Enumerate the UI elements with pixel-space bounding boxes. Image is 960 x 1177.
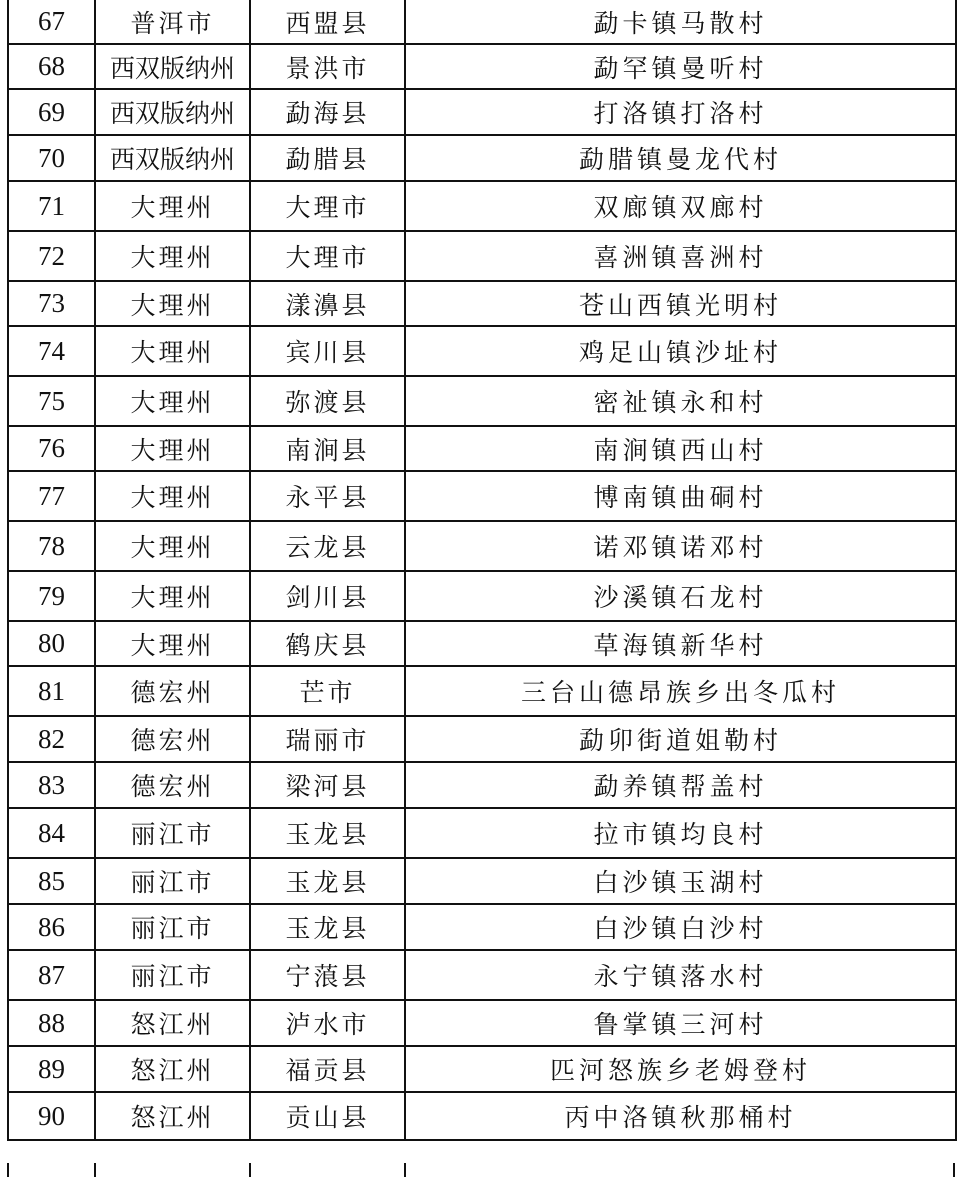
city-cell: 丽江市 [95,950,250,1000]
row-number: 82 [8,716,95,762]
city-cell: 大理州 [95,471,250,521]
row-number: 73 [8,281,95,326]
table-row [8,571,956,621]
village-cell: 白沙镇白沙村 [405,904,956,950]
city-cell: 大理州 [95,426,250,471]
village-cell: 勐罕镇曼听村 [405,44,956,89]
village-cell: 鲁掌镇三河村 [405,1000,956,1046]
row-number: 79 [8,571,95,621]
county-cell: 弥渡县 [250,376,405,426]
village-cell: 密祉镇永和村 [405,376,956,426]
table-row [8,426,956,471]
city-cell: 大理州 [95,521,250,571]
county-cell: 宾川县 [250,326,405,376]
village-cell: 鸡足山镇沙址村 [405,326,956,376]
county-cell: 玉龙县 [250,858,405,904]
county-cell: 鹤庆县 [250,621,405,666]
table-border-continuation [7,1163,16,1177]
row-number: 89 [8,1046,95,1092]
county-cell: 云龙县 [250,521,405,571]
city-cell: 怒江州 [95,1046,250,1092]
city-cell: 西双版纳州 [95,89,250,135]
village-cell: 匹河怒族乡老姆登村 [405,1046,956,1092]
village-cell: 博南镇曲硐村 [405,471,956,521]
village-cell: 勐养镇帮盖村 [405,762,956,808]
county-cell: 福贡县 [250,1046,405,1092]
city-cell: 大理州 [95,281,250,326]
county-cell: 大理市 [250,181,405,231]
village-cell: 丙中洛镇秋那桶村 [405,1092,956,1140]
table-row [8,1092,956,1140]
table-row [8,858,956,904]
county-cell: 瑞丽市 [250,716,405,762]
table-row [8,1000,956,1046]
village-cell: 诺邓镇诺邓村 [405,521,956,571]
row-number: 78 [8,521,95,571]
table-row [8,326,956,376]
county-cell: 芒市 [250,666,405,716]
table-row [8,666,956,716]
village-cell: 双廊镇双廊村 [405,181,956,231]
county-cell: 西盟县 [250,0,405,44]
row-number: 70 [8,135,95,181]
city-cell: 大理州 [95,231,250,281]
village-cell: 永宁镇落水村 [405,950,956,1000]
village-cell: 拉市镇均良村 [405,808,956,858]
table-row [8,471,956,521]
row-number: 87 [8,950,95,1000]
city-cell: 德宏州 [95,762,250,808]
table-row [8,181,956,231]
table-border-continuation [404,1163,413,1177]
city-cell: 大理州 [95,571,250,621]
table-border-continuation [249,1163,258,1177]
row-number: 74 [8,326,95,376]
county-cell: 泸水市 [250,1000,405,1046]
row-number: 88 [8,1000,95,1046]
table-row [8,0,956,44]
city-cell: 大理州 [95,326,250,376]
village-cell: 沙溪镇石龙村 [405,571,956,621]
city-cell: 德宏州 [95,716,250,762]
row-number: 75 [8,376,95,426]
row-number: 85 [8,858,95,904]
county-cell: 勐海县 [250,89,405,135]
village-cell: 草海镇新华村 [405,621,956,666]
row-number: 68 [8,44,95,89]
table-row [8,231,956,281]
county-cell: 漾濞县 [250,281,405,326]
village-cell: 打洛镇打洛村 [405,89,956,135]
table-row [8,376,956,426]
table-row [8,904,956,950]
city-cell: 大理州 [95,376,250,426]
table-row [8,716,956,762]
table-border-continuation [94,1163,103,1177]
county-cell: 贡山县 [250,1092,405,1140]
county-cell: 永平县 [250,471,405,521]
village-cell: 南涧镇西山村 [405,426,956,471]
village-cell: 勐卡镇马散村 [405,0,956,44]
row-number: 72 [8,231,95,281]
county-cell: 剑川县 [250,571,405,621]
table-row [8,281,956,326]
city-cell: 怒江州 [95,1092,250,1140]
village-cell: 三台山德昂族乡出冬瓜村 [405,666,956,716]
city-cell: 怒江州 [95,1000,250,1046]
row-number: 77 [8,471,95,521]
city-cell: 丽江市 [95,808,250,858]
county-cell: 景洪市 [250,44,405,89]
village-list-table [7,0,957,1141]
city-cell: 丽江市 [95,858,250,904]
table-row [8,135,956,181]
city-cell: 大理州 [95,621,250,666]
county-cell: 玉龙县 [250,808,405,858]
row-number: 80 [8,621,95,666]
county-cell: 梁河县 [250,762,405,808]
row-number: 83 [8,762,95,808]
table-border-continuation [953,1163,960,1177]
table-row [8,762,956,808]
row-number: 84 [8,808,95,858]
table-row [8,621,956,666]
city-cell: 丽江市 [95,904,250,950]
row-number: 90 [8,1092,95,1140]
county-cell: 南涧县 [250,426,405,471]
table-row [8,521,956,571]
village-cell: 苍山西镇光明村 [405,281,956,326]
city-cell: 西双版纳州 [95,44,250,89]
table-row [8,44,956,89]
village-cell: 勐腊镇曼龙代村 [405,135,956,181]
city-cell: 德宏州 [95,666,250,716]
county-cell: 宁蒗县 [250,950,405,1000]
table-row [8,950,956,1000]
city-cell: 普洱市 [95,0,250,44]
county-cell: 勐腊县 [250,135,405,181]
row-number: 71 [8,181,95,231]
county-cell: 玉龙县 [250,904,405,950]
table-row [8,89,956,135]
county-cell: 大理市 [250,231,405,281]
village-cell: 喜洲镇喜洲村 [405,231,956,281]
village-cell: 勐卯街道姐勒村 [405,716,956,762]
table-row [8,1046,956,1092]
table-row [8,808,956,858]
row-number: 76 [8,426,95,471]
table-body [8,0,956,1140]
city-cell: 西双版纳州 [95,135,250,181]
row-number: 67 [8,0,95,44]
village-cell: 白沙镇玉湖村 [405,858,956,904]
city-cell: 大理州 [95,181,250,231]
row-number: 81 [8,666,95,716]
row-number: 69 [8,89,95,135]
row-number: 86 [8,904,95,950]
